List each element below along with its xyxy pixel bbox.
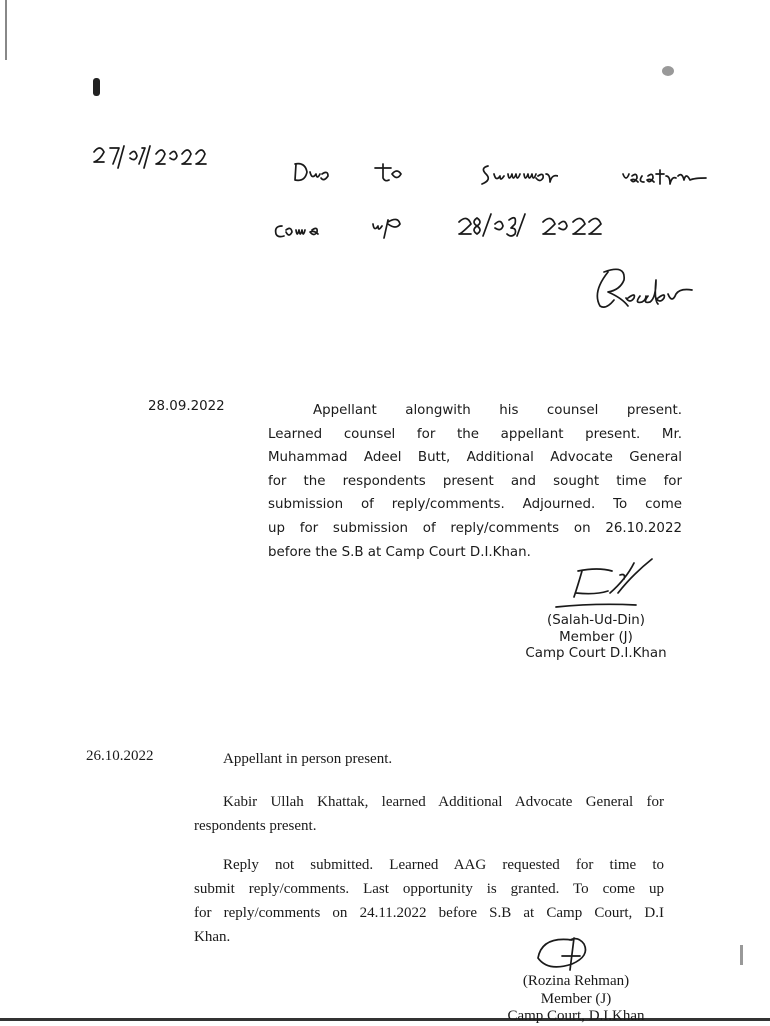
order-line: for reply/comments on 24.11.2022 before S.B at Camp Court, D.I	[194, 905, 664, 921]
order-line: up for submission of reply/comments on 26.10.2022	[268, 520, 682, 536]
order-date: 28.09.2022	[148, 399, 225, 414]
order-date: 26.10.2022	[86, 748, 154, 764]
order-line: respondents present.	[194, 818, 317, 834]
handwritten-word	[478, 162, 558, 186]
handwritten-word	[370, 210, 410, 240]
order-line: Kabir Ullah Khattak, learned Additional Advocate General for	[223, 794, 664, 810]
scan-mark	[662, 66, 674, 76]
handwritten-word	[620, 164, 710, 188]
scan-edge	[5, 0, 7, 60]
order-line: submission of reply/comments. Adjourned. To come	[268, 497, 682, 513]
order-line: Learned counsel for the appellant present. Mr.	[268, 426, 682, 442]
reader-signature	[592, 262, 697, 312]
order-line: Appellant alongwith his counsel present.	[313, 403, 682, 418]
member-signature	[548, 555, 668, 615]
order-line: for the respondents present and sought time for	[268, 473, 682, 489]
signatory-designation: Member (J)	[559, 629, 633, 645]
scan-mark	[93, 78, 100, 96]
order-line: submit reply/comments. Last opportunity is granted. To come up	[194, 881, 664, 897]
order-line: Reply not submitted. Learned AAG requested for time to	[223, 857, 664, 873]
signatory-name: (Rozina Rehman)	[522, 973, 630, 989]
member-signature	[532, 928, 602, 976]
handwritten-date	[90, 140, 215, 170]
order-paragraph: Appellant in person present.	[223, 751, 393, 767]
order-body	[268, 399, 682, 564]
handwritten-date	[455, 210, 610, 238]
order-line: Muhammad Adeel Butt, Additional Advocate General	[268, 450, 682, 466]
signatory-designation: Member (J)	[540, 990, 612, 1007]
order-paragraph	[194, 790, 664, 838]
handwritten-word	[272, 218, 328, 240]
signatory-place: Camp Court, D.I.Khan	[507, 1008, 645, 1024]
order-line: Khan.	[194, 929, 231, 945]
scan-mark	[740, 945, 743, 965]
order-line: before the S.B at Camp Court D.I.Khan.	[268, 544, 531, 560]
signatory-block	[500, 613, 692, 663]
signatory-block	[486, 973, 666, 1026]
signatory-name: (Salah-Ud-Din)	[546, 613, 646, 628]
handwritten-word	[292, 160, 337, 184]
handwritten-word	[372, 160, 408, 184]
signatory-place: Camp Court D.I.Khan	[525, 646, 667, 661]
